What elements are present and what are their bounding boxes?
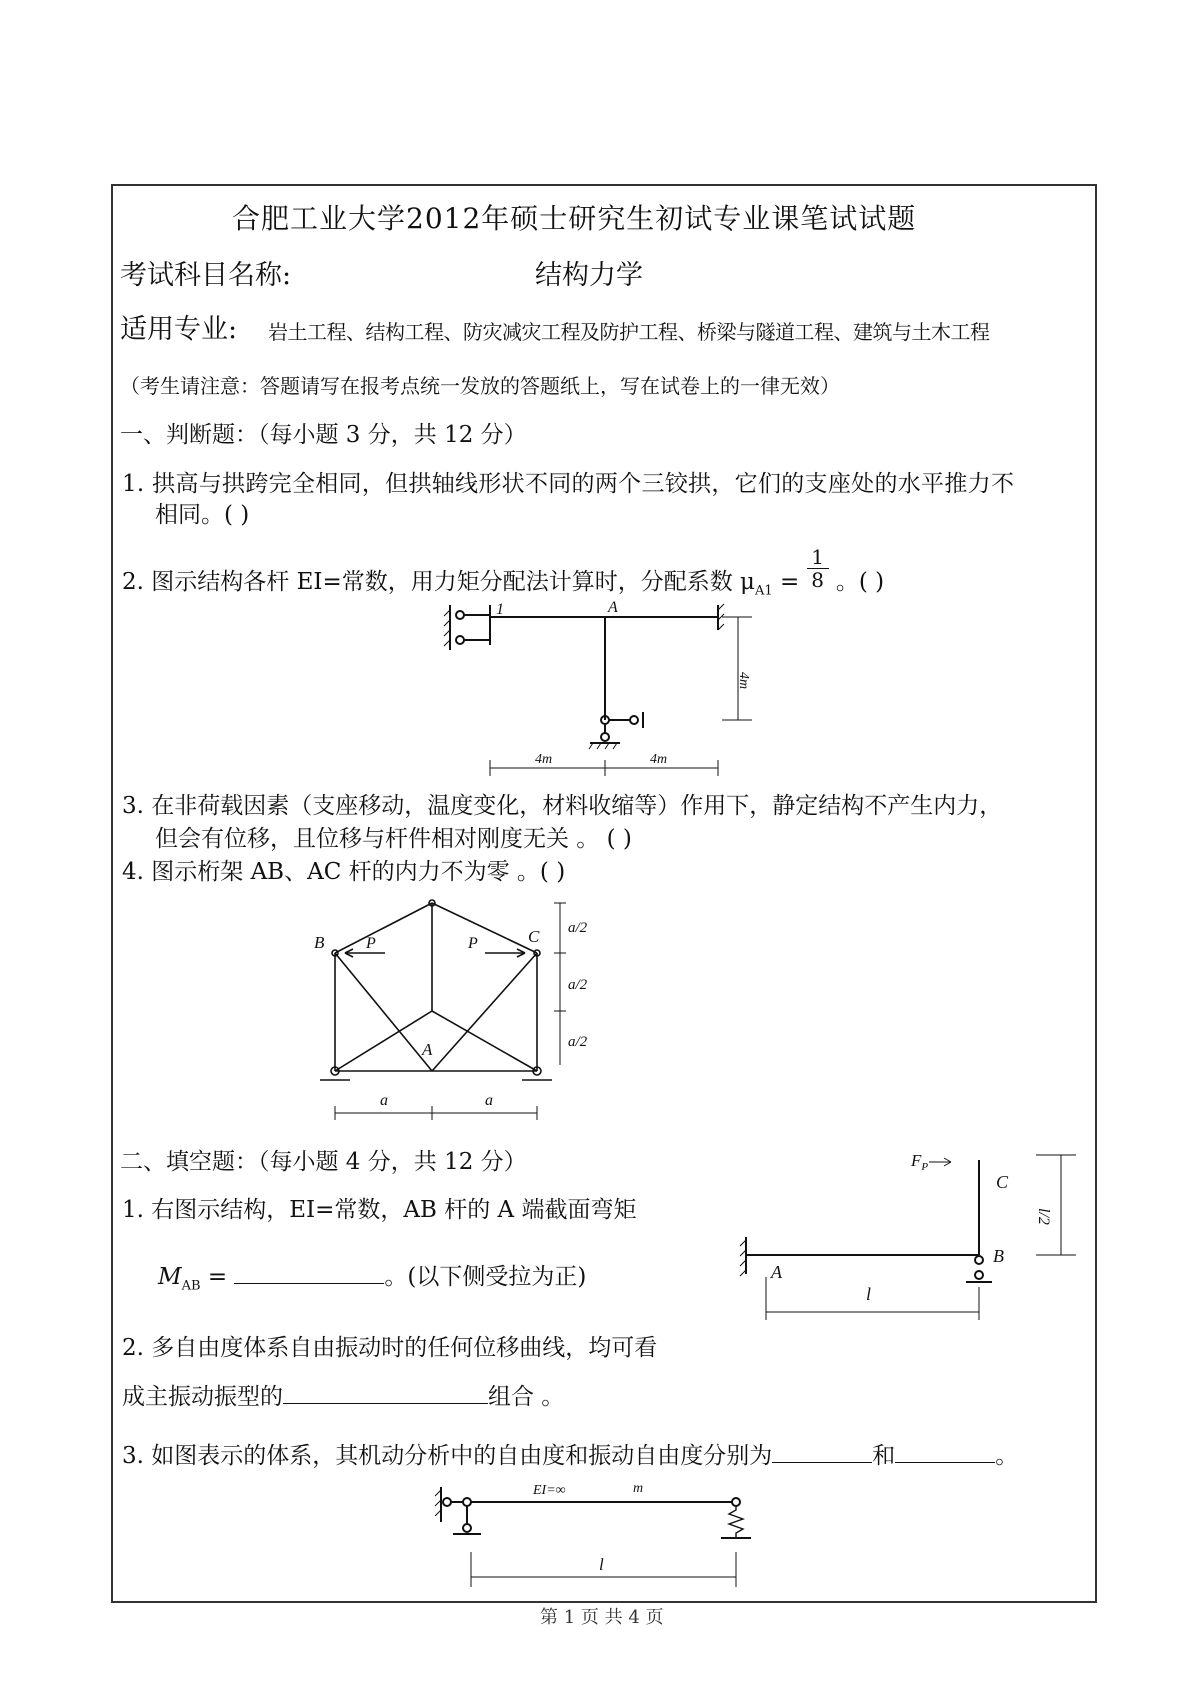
label-b: B: [993, 1246, 1004, 1266]
s2-q2-line2: [122, 1383, 564, 1411]
label-a-right: a: [485, 1092, 493, 1109]
label-p-left: P: [366, 935, 376, 952]
s1-q2-eq: =: [772, 569, 807, 595]
s2-q1-line1: 1. 右图示结构，EI=常数，AB 杆的 A 端截面弯矩: [122, 1197, 637, 1223]
label-span-right: 4m: [650, 752, 668, 767]
s2-q1-formula: [158, 1263, 586, 1301]
exam-title: 合肥工业大学2012年硕士研究生初试专业课笔试试题: [232, 202, 917, 235]
s1-q1-line1: 1. 拱高与拱跨完全相同，但拱轴线形状不同的两个三铰拱，它们的支座处的水平推力不: [122, 471, 1015, 497]
answer-blank-vibration-dof[interactable]: [895, 1442, 995, 1463]
label-dim1: a/2: [568, 920, 588, 936]
label-height: 4m: [736, 672, 751, 690]
s2-q2-post: 组合 。: [488, 1384, 565, 1410]
subject-name: 结构力学: [535, 260, 643, 291]
label-b: B: [314, 933, 325, 952]
s1-q2: [122, 545, 885, 606]
figure-moment-distribution: [440, 600, 760, 780]
s1-q3-line2: 但会有位移，且位移与杆件相对刚度无关 。 ( ): [155, 826, 632, 852]
subject-label: 考试科目名称:: [120, 260, 292, 291]
page-number: 第 1 页 共 4 页: [540, 1607, 664, 1628]
label-dim3: a/2: [568, 1034, 588, 1050]
label-span: l: [599, 1555, 604, 1574]
s1-q2-sub: A1: [754, 583, 773, 599]
m-symbol: M: [158, 1264, 182, 1290]
figure-rigid-beam-spring: [433, 1482, 763, 1592]
s2-q3-text: 3. 如图表示的体系，其机动分析中的自由度和振动自由度分别为: [122, 1443, 773, 1469]
fraction-den: 8: [811, 568, 824, 592]
s1-q3-line1: 3. 在非荷载因素（支座移动，温度变化，材料收缩等）作用下，静定结构不产生内力，: [122, 793, 1003, 819]
s1-q1-line2: 相同。( ): [155, 502, 250, 528]
s2-q1-tail: 。(以下侧受拉为正): [384, 1264, 587, 1290]
force-symbol: F: [911, 1151, 922, 1170]
label-node-1: 1: [496, 601, 504, 618]
s2-q2-line1: 2. 多自由度体系自由振动时的任何位移曲线，均可看: [122, 1335, 658, 1361]
label-c: C: [996, 1172, 1009, 1192]
label-c: C: [528, 927, 540, 946]
major-label: 适用专业:: [120, 314, 238, 345]
answer-blank-combination[interactable]: [283, 1383, 488, 1404]
s2-q3-mid: 和: [872, 1443, 896, 1469]
s2-q2-pre: 成主振动振型的: [122, 1384, 283, 1410]
label-a-left: a: [380, 1092, 388, 1109]
label-a: A: [422, 1040, 433, 1059]
eq: =: [200, 1264, 235, 1290]
s1-q2-text: 2. 图示结构各杆 EI=常数，用力矩分配法计算时，分配系数 μ: [122, 569, 755, 595]
label-height: l/2: [1035, 1208, 1052, 1225]
s2-q3-end: 。: [995, 1443, 1019, 1469]
section1-heading: 一、判断题：（每小题 3 分，共 12 分）: [120, 422, 527, 448]
majors-list: 岩土工程、结构工程、防灾减灾工程及防护工程、桥梁与隧道工程、建筑与土木工程: [268, 320, 990, 344]
label-mass: m: [633, 1481, 644, 1496]
s1-q2-tail: 。( ): [835, 569, 885, 595]
label-a: A: [771, 1262, 782, 1282]
label-p-right: P: [468, 935, 478, 952]
fraction-num: 1: [807, 546, 829, 569]
m-sub: AB: [181, 1278, 201, 1294]
figure-frame-ab: [741, 1152, 1086, 1332]
s2-q3: [122, 1442, 1018, 1470]
label-span: l: [866, 1284, 872, 1304]
label-ei: EI=∞: [533, 1483, 566, 1498]
label-node-a: A: [608, 599, 618, 616]
s1-q4: 4. 图示桁架 AB、AC 杆的内力不为零 。( ): [122, 859, 566, 885]
fraction: [807, 546, 829, 591]
label-dim2: a/2: [568, 977, 588, 993]
figure-truss: [300, 898, 620, 1133]
section2-heading: 二、填空题：（每小题 4 分，共 12 分）: [120, 1149, 527, 1175]
answer-blank-mab[interactable]: [234, 1263, 384, 1284]
label-span-left: 4m: [535, 752, 553, 767]
force-sub: P: [921, 1161, 929, 1173]
notice: （考生请注意：答题请写在报考点统一发放的答题纸上，写在试卷上的一律无效）: [120, 374, 840, 398]
label-force: [910, 1151, 928, 1173]
answer-blank-dof[interactable]: [772, 1442, 872, 1463]
